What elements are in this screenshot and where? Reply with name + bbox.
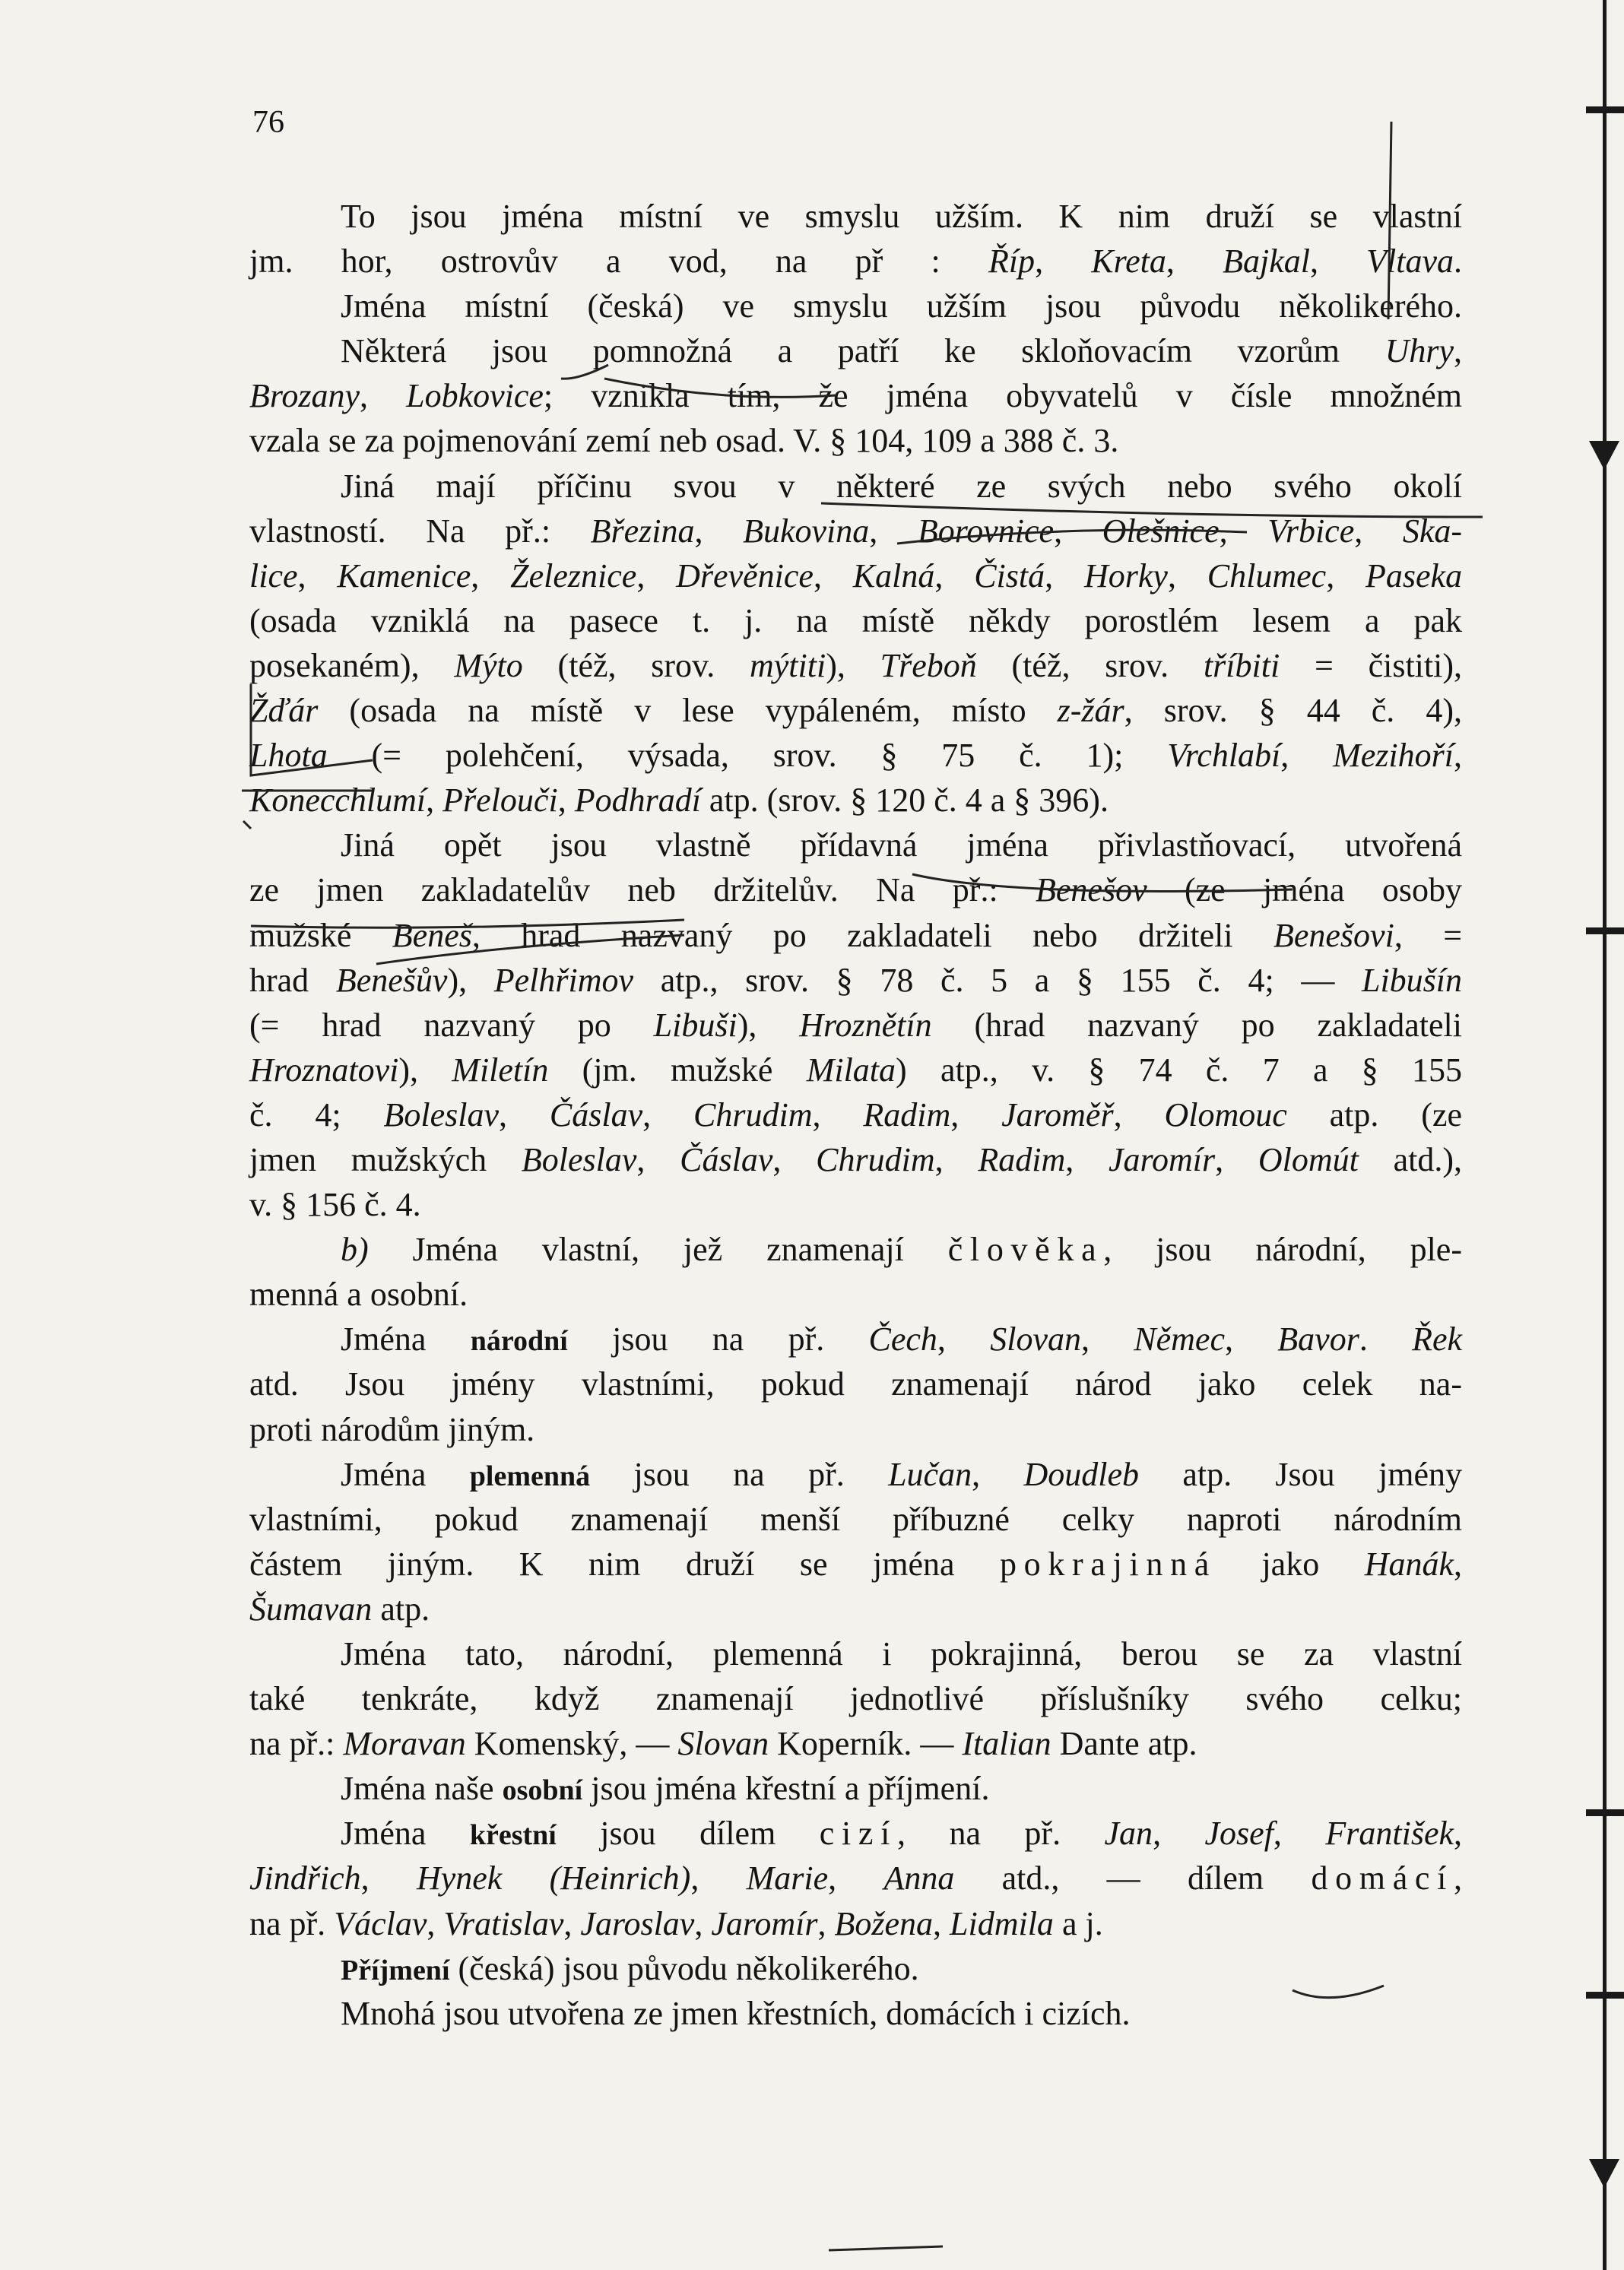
text-run: , bbox=[812, 1095, 864, 1133]
text-line bbox=[249, 1497, 1462, 1542]
text-line bbox=[249, 1856, 1462, 1901]
text-run: , bbox=[817, 1904, 835, 1942]
text-line bbox=[249, 1452, 1462, 1497]
bold-term: národní bbox=[470, 1325, 568, 1358]
italic-term: Lobkovice bbox=[406, 377, 544, 415]
text-run: , bbox=[1454, 737, 1463, 775]
italic-term: Uhry bbox=[1385, 332, 1454, 370]
text-line bbox=[249, 1542, 1462, 1587]
text-run: (= hrad nazvaný po bbox=[249, 1006, 654, 1044]
italic-term: Železnice bbox=[510, 556, 637, 594]
text-run: vzala se za pojmenování zemí neb osad. V. § 104, 109 a 388 č. 3. bbox=[249, 422, 1119, 460]
italic-term: Pelhřimov bbox=[493, 961, 634, 999]
italic-term: Čech bbox=[868, 1320, 937, 1359]
text-run: , bbox=[1326, 556, 1366, 594]
italic-term: Ska- bbox=[1402, 512, 1463, 550]
italic-term: Lučan bbox=[888, 1455, 972, 1493]
text-run: Jména bbox=[341, 1455, 470, 1493]
text-line bbox=[249, 239, 1462, 284]
italic-term: Hroznětín bbox=[799, 1006, 932, 1044]
text-run: atp. (srov. § 120 č. 4 a § 396). bbox=[700, 782, 1109, 820]
spaced-emphasis: pokrajinná bbox=[1000, 1545, 1216, 1583]
text-run: , bbox=[1454, 1545, 1462, 1583]
italic-term: Mezihoří bbox=[1333, 737, 1454, 775]
italic-term: Brozany bbox=[249, 377, 360, 415]
text-run: , bbox=[636, 556, 677, 594]
text-run: , bbox=[1454, 332, 1462, 370]
text-line bbox=[249, 1182, 1462, 1227]
text-run: na př.: bbox=[249, 1725, 344, 1763]
text-run: , bbox=[1166, 243, 1223, 281]
italic-term: Jaroslav bbox=[580, 1904, 695, 1942]
text-run: Dante atp. bbox=[1051, 1725, 1197, 1763]
text-line bbox=[249, 598, 1462, 643]
text-run: , bbox=[642, 1095, 694, 1133]
italic-term: Konecchlumí bbox=[249, 782, 427, 820]
page-edge-rule bbox=[1603, 0, 1607, 2270]
text-run: (česká) jsou původu několikerého. bbox=[449, 1949, 919, 1987]
edge-tick bbox=[1586, 106, 1624, 113]
text-run: , bbox=[972, 1455, 1024, 1493]
text-run: ), bbox=[447, 961, 494, 999]
italic-term: lice bbox=[249, 556, 298, 594]
edge-arrow bbox=[1589, 2159, 1619, 2188]
italic-term: Vrchlabí bbox=[1167, 737, 1281, 775]
italic-term: Olomút bbox=[1258, 1140, 1359, 1178]
text-line bbox=[249, 1676, 1462, 1721]
text-run: , bbox=[1113, 1095, 1165, 1133]
bold-term: křestní bbox=[469, 1819, 557, 1852]
italic-term: Slovan bbox=[677, 1725, 769, 1763]
text-run: atp. (ze bbox=[1286, 1095, 1462, 1133]
spaced-emphasis: cizí bbox=[819, 1815, 897, 1853]
italic-term: Italian bbox=[962, 1725, 1051, 1763]
text-run: , bbox=[937, 1320, 991, 1359]
italic-term: Březina bbox=[590, 512, 695, 550]
text-run: , srov. § 44 č. 4), bbox=[1124, 692, 1462, 730]
italic-term: Libušín bbox=[1361, 961, 1463, 999]
text-run: Jména vlastní, jež znamenají bbox=[368, 1231, 948, 1269]
text-run: atd., — dílem bbox=[954, 1859, 1312, 1897]
italic-term: Dřevěnice bbox=[676, 556, 814, 594]
italic-term: Horky bbox=[1083, 556, 1168, 594]
text-line bbox=[249, 553, 1462, 598]
body-text bbox=[249, 194, 1462, 2036]
italic-term: Přelouči bbox=[442, 782, 558, 820]
text-run: , bbox=[772, 1140, 817, 1178]
text-run: a j. bbox=[1053, 1904, 1103, 1942]
italic-term: Němec bbox=[1134, 1320, 1225, 1359]
italic-term: František bbox=[1325, 1815, 1454, 1853]
italic-term: Jindřich bbox=[249, 1859, 361, 1897]
edge-tick bbox=[1586, 927, 1624, 934]
text-run: atd. Jsou jmény vlastními, pokud znamenají národ jako celek na- bbox=[249, 1365, 1462, 1403]
italic-term: Podhradí bbox=[574, 782, 701, 820]
text-run: , bbox=[427, 1904, 444, 1942]
text-run: , bbox=[1454, 1859, 1463, 1897]
italic-term: Jan bbox=[1104, 1815, 1153, 1853]
italic-term: Božena bbox=[834, 1904, 934, 1942]
text-run: , bbox=[694, 1904, 712, 1942]
text-run: , bbox=[1215, 1140, 1258, 1178]
text-run: mužské bbox=[249, 916, 392, 954]
bold-term: Příjmení bbox=[341, 1954, 450, 1986]
text-run: . bbox=[1454, 243, 1463, 281]
text-run: v. § 156 č. 4. bbox=[249, 1186, 421, 1224]
text-line bbox=[249, 1587, 1462, 1631]
italic-term: Benešov bbox=[1036, 871, 1147, 909]
text-run: , bbox=[950, 1095, 1002, 1133]
italic-term: Chlumec bbox=[1207, 556, 1327, 594]
text-run: , bbox=[1045, 556, 1084, 594]
text-run: , bbox=[1219, 512, 1268, 550]
italic-term: Řek bbox=[1412, 1320, 1463, 1359]
italic-term: Chrudim bbox=[693, 1095, 813, 1133]
italic-term: Doudleb bbox=[1023, 1455, 1139, 1493]
italic-term: Borovnice bbox=[917, 512, 1055, 550]
text-run: , bbox=[360, 1859, 417, 1897]
text-line bbox=[249, 1003, 1462, 1048]
text-line bbox=[249, 913, 1462, 958]
text-run: (jm. mužské bbox=[548, 1051, 807, 1089]
text-run: , bbox=[1280, 737, 1334, 775]
text-run: Komenský, — bbox=[465, 1725, 678, 1763]
italic-term: Bajkal bbox=[1223, 243, 1310, 281]
text-run: , bbox=[563, 1904, 581, 1942]
text-line bbox=[249, 1362, 1462, 1406]
italic-term: tříbiti bbox=[1203, 646, 1280, 684]
text-run: , hrad nazvaný po zakladateli nebo držiteli bbox=[471, 916, 1274, 954]
text-run: menná a osobní. bbox=[249, 1276, 468, 1314]
text-line bbox=[249, 778, 1462, 823]
text-run: , bbox=[1065, 1140, 1109, 1178]
italic-term: Bavor bbox=[1277, 1320, 1359, 1359]
text-line bbox=[249, 373, 1462, 418]
italic-term: Boleslav bbox=[521, 1140, 637, 1178]
text-run: č. 4; bbox=[249, 1095, 384, 1133]
text-run: posekaném), bbox=[249, 646, 455, 684]
italic-term: Hroznatovi bbox=[249, 1051, 399, 1089]
italic-term: Boleslav bbox=[383, 1095, 500, 1133]
text-run: , jsou národní, ple- bbox=[1103, 1231, 1462, 1269]
text-run: , bbox=[360, 377, 407, 415]
text-line bbox=[249, 1901, 1462, 1946]
text-run: Jména bbox=[341, 1320, 471, 1359]
italic-term: Chrudim bbox=[816, 1140, 935, 1178]
text-line bbox=[249, 1048, 1462, 1092]
text-run: , bbox=[1054, 512, 1102, 550]
text-run: Jiná mají příčinu svou v některé ze svých nebo svého okolí bbox=[341, 467, 1462, 505]
text-run: Některá jsou pomnožná a patří ke skloňovacím vzorům bbox=[341, 332, 1385, 370]
italic-term: Lhota bbox=[249, 737, 328, 775]
text-run: ze jmen zakladatelův neb držitelův. Na př.: bbox=[249, 871, 1036, 909]
text-run: ; vznikla tím, že jména obyvatelů v čísle množném bbox=[543, 377, 1462, 415]
text-run: , bbox=[426, 782, 443, 820]
text-line bbox=[249, 1092, 1462, 1137]
text-run: , bbox=[934, 556, 975, 594]
text-run: = čistiti), bbox=[1280, 646, 1463, 684]
italic-term: Olomouc bbox=[1164, 1095, 1287, 1133]
italic-term: Vratislav bbox=[443, 1904, 564, 1942]
text-line bbox=[249, 194, 1462, 239]
text-run: ), bbox=[398, 1051, 452, 1089]
text-line bbox=[249, 328, 1462, 373]
text-run: hrad bbox=[249, 961, 336, 999]
pencil-strike bbox=[829, 2246, 943, 2250]
italic-term: Třeboň bbox=[880, 646, 977, 684]
text-run: , bbox=[297, 556, 338, 594]
text-run: , bbox=[1035, 243, 1092, 281]
text-run: (osada na místě v lese vypáleném, místo bbox=[318, 692, 1058, 730]
text-run: jsou na př. bbox=[567, 1320, 869, 1359]
text-run: (= polehčení, výsada, srov. § 75 č. 1); bbox=[327, 737, 1168, 775]
text-run: , bbox=[1167, 556, 1207, 594]
text-run: proti národům jiným. bbox=[249, 1410, 535, 1448]
text-run: jako bbox=[1216, 1545, 1365, 1583]
text-run: (osada vzniklá na pasece t. j. na místě někdy porostlém lesem a pak bbox=[249, 601, 1462, 639]
italic-term: Miletín bbox=[452, 1051, 549, 1089]
text-run: jsou jména křestní a příjmení. bbox=[582, 1770, 990, 1808]
text-run: , bbox=[828, 1859, 884, 1897]
italic-term: Mýto bbox=[454, 646, 523, 684]
text-run: , na př. bbox=[897, 1815, 1105, 1853]
text-run: , bbox=[869, 512, 918, 550]
text-run: atp. bbox=[372, 1590, 430, 1628]
text-line bbox=[249, 1631, 1462, 1676]
text-line bbox=[249, 1766, 1462, 1811]
text-run: , bbox=[499, 1095, 550, 1133]
text-run: jmen mužských bbox=[249, 1140, 522, 1178]
text-line bbox=[249, 688, 1462, 733]
text-line bbox=[249, 1317, 1462, 1362]
text-run: na př. bbox=[249, 1904, 335, 1942]
text-run: Jména tato, národní, plemenná i pokrajinná, berou se za vlastní bbox=[341, 1635, 1462, 1672]
text-run: Koperník. — bbox=[769, 1725, 963, 1763]
italic-term: Čáslav bbox=[549, 1095, 643, 1133]
text-line bbox=[249, 733, 1462, 778]
italic-term: Hynek (Heinrich) bbox=[416, 1859, 691, 1897]
italic-term: Čáslav bbox=[680, 1140, 773, 1178]
text-run: (též, srov. bbox=[522, 646, 750, 684]
text-line bbox=[249, 1137, 1462, 1182]
italic-term: b) bbox=[341, 1231, 369, 1269]
text-line bbox=[249, 509, 1462, 553]
text-line bbox=[249, 1991, 1462, 2036]
text-run: atp. Jsou jmény bbox=[1138, 1455, 1463, 1493]
text-run: To jsou jména místní ve smyslu užším. K nim druží se vlastní bbox=[341, 198, 1462, 235]
text-run: , bbox=[813, 556, 853, 594]
text-run: , bbox=[690, 1859, 747, 1897]
edge-arrow bbox=[1589, 441, 1619, 470]
italic-term: Libuši bbox=[653, 1006, 737, 1044]
italic-term: Josef bbox=[1204, 1815, 1274, 1853]
italic-term: Benešovi bbox=[1274, 916, 1394, 954]
text-line bbox=[249, 1721, 1462, 1766]
italic-term: Jaromír bbox=[1109, 1140, 1216, 1178]
text-line bbox=[249, 1407, 1462, 1452]
text-run: Mnohá jsou utvořena ze jmen křestních, domácích i cizích. bbox=[341, 1994, 1131, 2032]
spaced-emphasis: člověka bbox=[947, 1231, 1104, 1269]
bold-term: osobní bbox=[502, 1774, 583, 1807]
italic-term: Hanák bbox=[1364, 1545, 1454, 1583]
text-run: Jména naše bbox=[341, 1770, 503, 1808]
edge-tick bbox=[1586, 1992, 1624, 1999]
text-run: částem jiným. K nim druží se jména bbox=[249, 1545, 1000, 1583]
text-run: také tenkráte, když znamenají jednotlivé příslušníky svého celku; bbox=[249, 1680, 1462, 1718]
italic-term: Jaromír bbox=[711, 1904, 818, 1942]
italic-term: mýtiti bbox=[749, 646, 826, 684]
italic-term: Vltava bbox=[1366, 243, 1454, 281]
italic-term: Kreta bbox=[1091, 243, 1166, 281]
italic-term: Čistá bbox=[974, 556, 1045, 594]
italic-term: Václav bbox=[334, 1904, 427, 1942]
italic-term: Kamenice bbox=[337, 556, 471, 594]
text-run: , bbox=[1454, 1815, 1463, 1853]
text-run: , bbox=[1225, 1320, 1278, 1359]
text-run: , bbox=[934, 1140, 979, 1178]
text-run: ), bbox=[737, 1006, 800, 1044]
text-line bbox=[249, 284, 1462, 328]
text-run: Jména místní (česká) ve smyslu užším jsou původu několikerého. bbox=[341, 287, 1462, 325]
spaced-emphasis: domácí bbox=[1311, 1859, 1454, 1897]
italic-term: Říp bbox=[988, 243, 1036, 281]
text-run: , bbox=[471, 556, 511, 594]
text-run: Jména bbox=[341, 1815, 470, 1853]
text-run: , bbox=[933, 1904, 950, 1942]
text-run: atd.), bbox=[1358, 1140, 1463, 1178]
text-run: . bbox=[1359, 1320, 1413, 1359]
italic-term: Radim bbox=[978, 1140, 1066, 1178]
italic-term: Žďár bbox=[249, 692, 319, 730]
italic-term: Olešnice bbox=[1102, 512, 1220, 550]
text-line bbox=[249, 1227, 1462, 1272]
text-run: Jiná opět jsou vlastně přídavná jména přivlastňovací, utvořená bbox=[341, 826, 1462, 864]
text-line bbox=[249, 464, 1462, 509]
text-run: atp., srov. § 78 č. 5 a § 155 č. 4; — bbox=[633, 961, 1362, 999]
text-run: vlastními, pokud znamenají menší příbuzné celky naproti národním bbox=[249, 1500, 1462, 1538]
text-run: ) atp., v. § 74 č. 7 a § 155 bbox=[896, 1051, 1463, 1089]
italic-term: Beneš bbox=[392, 916, 472, 954]
text-run: , bbox=[1309, 243, 1367, 281]
italic-term: Anna bbox=[883, 1859, 955, 1897]
text-run: (hrad nazvaný po zakladateli bbox=[931, 1006, 1462, 1044]
text-run: , = bbox=[1394, 916, 1463, 954]
italic-term: Paseka bbox=[1365, 556, 1463, 594]
text-run: jsou na př. bbox=[590, 1455, 889, 1493]
italic-term: Slovan bbox=[990, 1320, 1081, 1359]
italic-term: Radim bbox=[863, 1095, 951, 1133]
text-run: jm. hor, ostrovův a vod, na př : bbox=[249, 243, 988, 281]
text-run: ), bbox=[826, 646, 880, 684]
text-line bbox=[249, 1272, 1462, 1317]
text-run: , bbox=[1080, 1320, 1134, 1359]
text-run: , bbox=[1273, 1815, 1326, 1853]
italic-term: Moravan bbox=[343, 1725, 466, 1763]
text-line bbox=[249, 823, 1462, 867]
text-run: , bbox=[1153, 1815, 1205, 1853]
text-line bbox=[249, 643, 1462, 688]
italic-term: Vrbice bbox=[1267, 512, 1355, 550]
italic-term: Bukovina bbox=[743, 512, 870, 550]
italic-term: Kalná bbox=[852, 556, 935, 594]
text-line bbox=[249, 1811, 1462, 1856]
italic-term: Šumavan bbox=[249, 1590, 373, 1628]
italic-term: Jaroměř bbox=[1001, 1095, 1114, 1133]
italic-term: Lidmila bbox=[950, 1904, 1054, 1942]
text-run: , bbox=[636, 1140, 680, 1178]
italic-term: Marie bbox=[746, 1859, 829, 1897]
edge-tick bbox=[1586, 1809, 1624, 1816]
italic-term: Benešův bbox=[335, 961, 448, 999]
text-line bbox=[249, 1946, 1462, 1991]
text-run: , bbox=[694, 512, 744, 550]
text-line bbox=[249, 867, 1462, 912]
italic-term: z-žár bbox=[1057, 692, 1124, 730]
text-run: (ze jména osoby bbox=[1147, 871, 1462, 909]
page-number: 76 bbox=[252, 105, 284, 140]
text-run: (též, srov. bbox=[976, 646, 1204, 684]
text-line bbox=[249, 958, 1462, 1003]
text-run: jsou dílem bbox=[556, 1815, 820, 1853]
italic-term: Milata bbox=[806, 1051, 896, 1089]
text-run: , bbox=[1354, 512, 1403, 550]
bold-term: plemenná bbox=[469, 1460, 591, 1492]
text-run: , bbox=[557, 782, 575, 820]
text-line bbox=[249, 418, 1462, 463]
text-run: vlastností. Na př.: bbox=[249, 512, 591, 550]
